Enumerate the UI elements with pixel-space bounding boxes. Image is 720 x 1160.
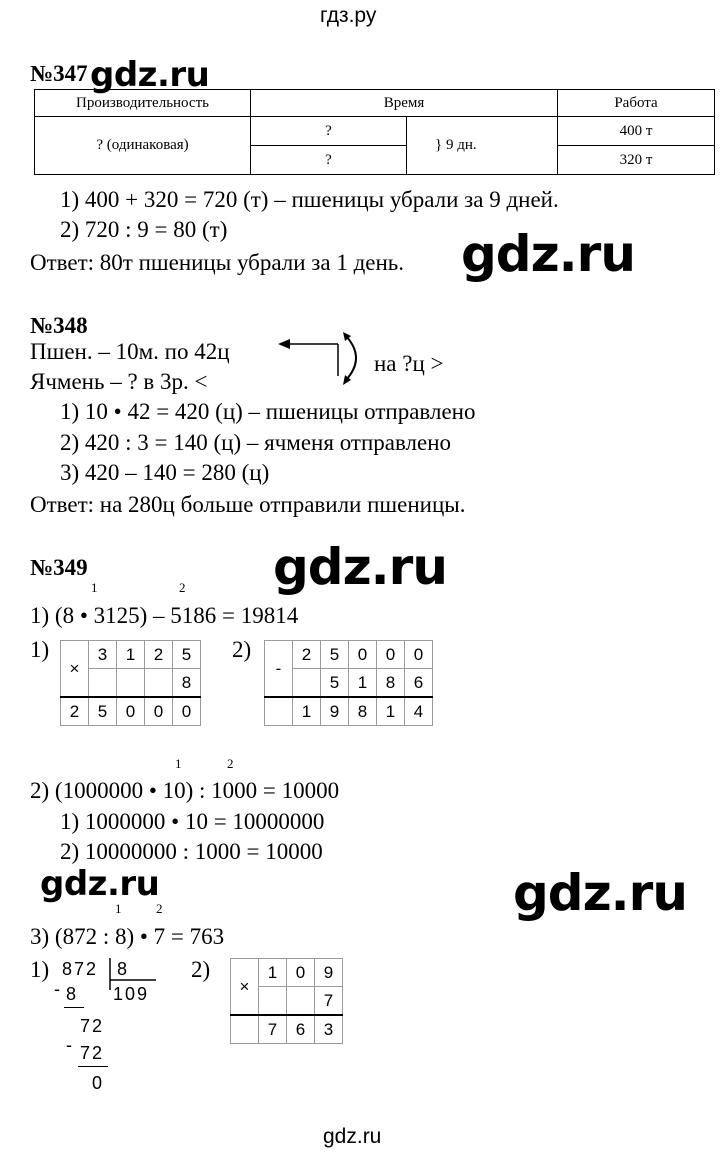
- watermark: gdz.ru: [90, 55, 210, 95]
- expression: 2) (1000000 • 10) : 1000 = 10000: [30, 778, 340, 803]
- condition-line: Пшен. – 10м. по 42ц: [30, 339, 230, 364]
- column-multiplication: [60, 640, 201, 726]
- dividend: 872: [62, 959, 99, 979]
- grid-digit: 0: [405, 641, 433, 669]
- grid-digit: 3: [315, 1015, 343, 1044]
- grid-digit: [259, 987, 287, 1016]
- grid-digit: 5: [321, 641, 349, 669]
- order-mark: 1: [175, 756, 182, 771]
- grid-digit: 8: [173, 669, 201, 698]
- grid-digit: 1: [259, 959, 287, 987]
- remainder: 72: [80, 1016, 105, 1036]
- answer-text: Ответ: на 280ц больше отправили пшеницы.: [30, 492, 466, 517]
- grid-digit: 0: [377, 641, 405, 669]
- table-cell-time-total: } 9 дн.: [407, 117, 558, 175]
- comparison-arrows-icon: [270, 330, 380, 390]
- problem-347-table: [34, 89, 715, 175]
- underline: [78, 1066, 108, 1067]
- grid-digit: 5: [89, 697, 117, 726]
- order-mark: 2: [227, 756, 234, 771]
- grid-digit: 0: [349, 641, 377, 669]
- grid-digit: [231, 1015, 259, 1044]
- grid-digit: 6: [287, 1015, 315, 1044]
- grid-digit: 2: [61, 697, 89, 726]
- problem-349-number: №349: [30, 555, 88, 580]
- table-header-work: Работа: [558, 90, 715, 117]
- solution-step: 1) 1000000 • 10 = 10000000: [60, 809, 325, 834]
- table-cell-time: ?: [251, 146, 407, 175]
- table-header-productivity: Производительность: [35, 90, 251, 117]
- minus-sign: -: [54, 979, 60, 999]
- grid-digit: 1: [377, 697, 405, 726]
- grid-digit: 0: [287, 959, 315, 987]
- table-header-time: Время: [251, 90, 558, 117]
- grid-digit: 0: [145, 697, 173, 726]
- table-cell-work: 320 т: [558, 146, 715, 175]
- grid-digit: [145, 669, 173, 698]
- solution-step: 1) 10 • 42 = 420 (ц) – пшеницы отправлено: [60, 399, 476, 424]
- grid-digit: 2: [145, 641, 173, 669]
- order-mark: 1: [115, 901, 122, 916]
- solution-step: 3) 420 – 140 = 280 (ц): [60, 460, 270, 485]
- underline: [64, 1007, 84, 1008]
- grid-digit: 9: [321, 697, 349, 726]
- grid-digit: 2: [293, 641, 321, 669]
- step-label: 2): [232, 637, 252, 662]
- grid-digit: 7: [315, 987, 343, 1016]
- grid-digit: [89, 669, 117, 698]
- multiply-sign: ×: [231, 959, 259, 1016]
- watermark: gdz.ru: [513, 864, 687, 922]
- subtrahend: 8: [66, 984, 77, 1004]
- grid-digit: 3: [89, 641, 117, 669]
- subtrahend: 72: [80, 1043, 105, 1063]
- grid-digit: 7: [259, 1015, 287, 1044]
- condition-line: Ячмень – ? в 3р. <: [30, 369, 208, 394]
- solution-step: 1) 400 + 320 = 720 (т) – пшеницы убрали за 9 дней.: [60, 187, 559, 212]
- minus-sign: -: [66, 1035, 72, 1055]
- brace-label: на ?ц >: [374, 351, 444, 376]
- table-cell-time: ?: [251, 117, 407, 146]
- divisor: 8: [117, 959, 128, 979]
- solution-step: 2) 720 : 9 = 80 (т): [60, 217, 228, 242]
- grid-digit: 9: [315, 959, 343, 987]
- grid-digit: 6: [405, 669, 433, 698]
- column-subtraction: [264, 640, 433, 726]
- grid-digit: 0: [173, 697, 201, 726]
- watermark: gdz.ru: [461, 225, 635, 283]
- grid-digit: 0: [117, 697, 145, 726]
- grid-digit: 5: [321, 669, 349, 698]
- grid-digit: 4: [405, 697, 433, 726]
- table-cell-work: 400 т: [558, 117, 715, 146]
- column-multiplication: [230, 958, 343, 1044]
- order-mark: 2: [179, 580, 186, 595]
- grid-digit: [265, 697, 293, 726]
- site-header[interactable]: гдз.ру: [320, 4, 377, 27]
- step-label: 1): [30, 637, 50, 662]
- table-cell-productivity: ? (одинаковая): [35, 117, 251, 175]
- problem-347-number: №347: [30, 61, 88, 86]
- remainder: 0: [92, 1073, 103, 1093]
- solution-step: 2) 420 : 3 = 140 (ц) – ячменя отправлено: [60, 430, 452, 455]
- grid-digit: [117, 669, 145, 698]
- minus-sign: -: [265, 641, 293, 698]
- step-label: 1): [30, 957, 50, 982]
- grid-digit: [287, 987, 315, 1016]
- grid-digit: 8: [377, 669, 405, 698]
- order-mark: 1: [91, 580, 98, 595]
- grid-digit: 1: [349, 669, 377, 698]
- grid-digit: 5: [173, 641, 201, 669]
- problem-348-number: №348: [30, 313, 88, 338]
- grid-digit: 1: [117, 641, 145, 669]
- expression: 1) (8 • 3125) – 5186 = 19814: [30, 603, 299, 628]
- grid-digit: 1: [293, 697, 321, 726]
- order-mark: 2: [156, 901, 163, 916]
- step-label: 2): [191, 957, 211, 982]
- watermark: gdz.ru: [273, 538, 447, 596]
- watermark: gdz.ru: [40, 864, 160, 904]
- grid-digit: [293, 669, 321, 698]
- multiply-sign: ×: [61, 641, 89, 698]
- quotient: 109: [113, 984, 150, 1004]
- answer-text: Ответ: 80т пшеницы убрали за 1 день.: [30, 250, 405, 275]
- expression: 3) (872 : 8) • 7 = 763: [30, 924, 225, 949]
- site-footer[interactable]: gdz.ru: [323, 1125, 382, 1148]
- grid-digit: 8: [349, 697, 377, 726]
- solution-step: 2) 10000000 : 1000 = 10000: [60, 839, 323, 864]
